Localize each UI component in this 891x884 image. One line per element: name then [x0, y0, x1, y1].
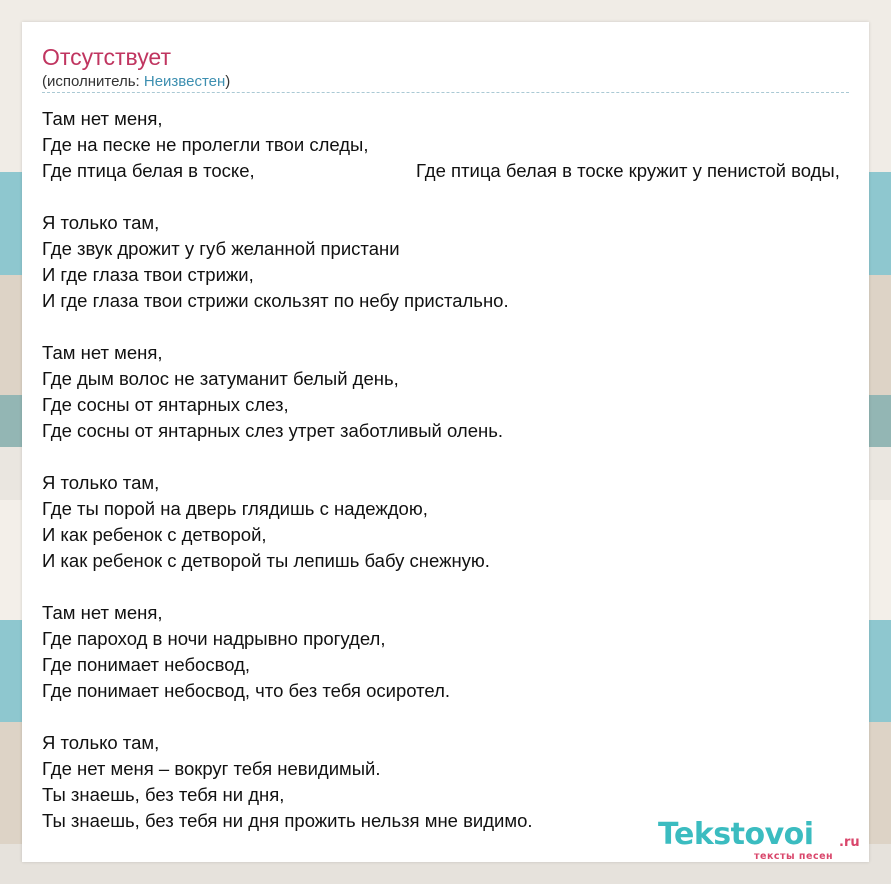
artist-link[interactable]: Неизвестен — [143, 73, 226, 90]
logo-tld: .ru — [839, 835, 860, 850]
lyric-line: Ты знаешь, без тебя ни дня прожить нельзя мне видимо. — [42, 810, 533, 831]
site-logo[interactable] — [658, 818, 868, 862]
stanza-5 — [42, 600, 869, 704]
artist-suffix: ) — [225, 73, 231, 90]
stanza-1 — [42, 106, 869, 184]
lyric-line: Где нет меня – вокруг тебя невидимый. — [42, 758, 381, 779]
lyric-line: Где сосны от янтарных слез утрет заботливый олень. — [42, 420, 503, 441]
stanza-2 — [42, 210, 869, 314]
lyric-line: Где звук дрожит у губ желанной пристани — [42, 238, 400, 259]
lyrics-text — [42, 106, 869, 860]
lyric-line: Где дым волос не затуманит белый день, — [42, 368, 399, 389]
lyrics-card — [22, 22, 869, 862]
artist-prefix: (исполнитель: — [42, 73, 144, 90]
logo-wordmark: Tekstovoi — [658, 817, 814, 852]
lyric-line: Где понимает небосвод, — [42, 654, 251, 675]
lyric-line: И где глаза твои стрижи скользят по небу пристально. — [42, 290, 509, 311]
stanza-4 — [42, 470, 869, 574]
song-title: Отсутствует — [42, 44, 171, 70]
logo-subtitle: тексты песен — [754, 851, 834, 862]
title-divider — [42, 92, 849, 93]
lyric-line: Где сосны от янтарных слез, — [42, 394, 289, 415]
lyric-line: Где на песке не пролегли твои следы, — [42, 134, 369, 155]
lyric-line: Я только там, — [42, 212, 160, 233]
lyric-line: И как ребенок с детворой ты лепишь бабу снежную. — [42, 550, 490, 571]
artist-line — [42, 73, 230, 91]
lyric-line: Где понимает небосвод, что без тебя осиротел. — [42, 680, 451, 701]
lyric-line: Я только там, — [42, 472, 160, 493]
lyric-line: И как ребенок с детворой, — [42, 524, 267, 545]
lyric-line — [42, 158, 869, 184]
lyric-line: Ты знаешь, без тебя ни дня, — [42, 784, 285, 805]
lyric-line: Там нет меня, — [42, 108, 163, 129]
lyric-line: Где пароход в ночи надрывно прогудел, — [42, 628, 386, 649]
lyric-line-text: Где птица белая в тоске, — [42, 160, 255, 181]
lyric-line-overflow: Где птица белая в тоске кружит у пенистой воды, — [416, 160, 840, 181]
lyric-line: И где глаза твои стрижи, — [42, 264, 254, 285]
stanza-3 — [42, 340, 869, 444]
lyric-line: Там нет меня, — [42, 342, 163, 363]
lyric-line: Я только там, — [42, 732, 160, 753]
lyric-line: Где ты порой на дверь глядишь с надеждою, — [42, 498, 428, 519]
lyric-line: Там нет меня, — [42, 602, 163, 623]
